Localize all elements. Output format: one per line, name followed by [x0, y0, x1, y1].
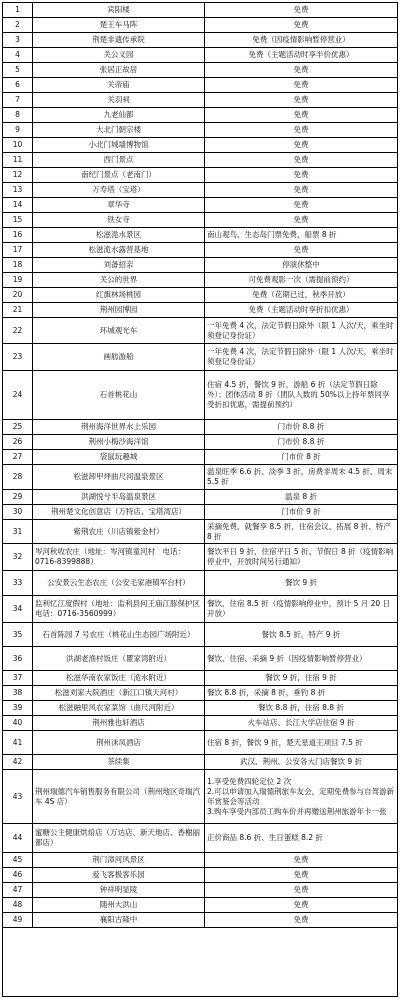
- offer-description: 免费: [293, 125, 309, 134]
- row-number: 38: [3, 686, 33, 700]
- table-row: [3, 153, 397, 168]
- venue-name: 荆州园博园: [33, 303, 205, 317]
- table-row: [3, 544, 397, 571]
- venue-name: 袋鼠玩趣城: [33, 450, 205, 464]
- offer-description: 温泉旺季 6.6 折、淡季 3 折，房费非周末 4.5 折、周末 5.5 折: [207, 467, 393, 486]
- row-number: 22: [3, 318, 33, 343]
- venue-name: 荆楚非遗传承院: [33, 33, 205, 47]
- row-number: 12: [3, 168, 33, 182]
- offer-description: 免费: [293, 95, 309, 104]
- venue-name: 爱飞客极客乐园: [33, 868, 205, 882]
- table-row: [3, 465, 397, 490]
- offer-description: 免费: [293, 870, 309, 879]
- row-number: 44: [3, 824, 33, 852]
- row-number: 11: [3, 153, 33, 167]
- table-row: [3, 853, 397, 868]
- offer-description: 餐饮 9 折: [284, 578, 318, 587]
- row-number: 8: [3, 108, 33, 122]
- table-row: [3, 3, 397, 18]
- table-row: [3, 213, 397, 228]
- venue-name: 荆州海洋世界水上乐园: [33, 420, 205, 434]
- venue-name: 松滋华南农家饭庄（洈水附近）: [33, 671, 205, 685]
- offer-description: 免费: [293, 155, 309, 164]
- table-row: [3, 868, 397, 883]
- table-row: [3, 228, 397, 243]
- table-row: [3, 435, 397, 450]
- table-row: [3, 48, 397, 63]
- table-row: [3, 258, 397, 273]
- row-number: 31: [3, 520, 33, 543]
- row-number: 39: [3, 701, 33, 715]
- row-number: 21: [3, 303, 33, 317]
- venue-name: 荆州雅也轩酒店: [33, 716, 205, 730]
- venue-name: 西门景点: [33, 153, 205, 167]
- table-row: [3, 623, 397, 647]
- row-number: 5: [3, 63, 33, 77]
- row-number: 13: [3, 183, 33, 197]
- row-number: 4: [3, 48, 33, 62]
- table-row: [3, 883, 397, 898]
- venue-name: 关公的世界: [33, 273, 205, 287]
- row-number: 25: [3, 420, 33, 434]
- venue-name: 荆州沫凤酒店: [33, 731, 205, 754]
- offer-description: 餐饮平日 9 折，住宿平日 5 折、节假日 8 折（疫情影响停业中，开放时间另行通知）: [207, 547, 394, 566]
- table-row: [3, 93, 397, 108]
- table-row: [3, 647, 397, 671]
- offer-description: 火车站店、长江大学店住宿 9 折: [247, 718, 355, 727]
- offer-description: 门市价 8.8 折: [277, 422, 325, 431]
- row-number: 10: [3, 138, 33, 152]
- venue-name: 蜜糖公主健康烘焙店（万达店、新天地店、香榭丽都店）: [33, 824, 205, 852]
- venue-name: 刘备招亲: [33, 258, 205, 272]
- offer-description: 餐饮 8.8 折，住宿 8.8 折: [258, 703, 344, 712]
- venue-name: 张居正故居: [33, 63, 205, 77]
- offer-description: 住宿 8 折，餐饮 9 折，楚天星道王项目 7.5 折: [207, 737, 363, 747]
- table-row: [3, 770, 397, 824]
- offer-description: 免费（花期已过，秋季开放）: [252, 290, 350, 299]
- row-number: 1: [3, 3, 33, 17]
- row-number: 20: [3, 288, 33, 302]
- row-number: 33: [3, 571, 33, 595]
- offer-description: 免费: [293, 80, 309, 89]
- offer-description: 温泉 8 折: [284, 492, 318, 501]
- venue-name: 楚王车马阵: [33, 18, 205, 32]
- row-number: 34: [3, 596, 33, 622]
- table-row: [3, 671, 397, 686]
- table-row: [3, 913, 397, 928]
- offer-description: 餐饮 9 折，住宿 9 折: [265, 673, 337, 682]
- venue-name: 岑河秋收农庄（地址：岑河镇童河村 电话：0716-8399888）: [33, 544, 205, 570]
- offer-description: 餐饮 8.5 折，特产 9 折: [261, 629, 341, 639]
- offer-description: 南山观鸟、生态岛门票免费，船票 8 折: [207, 230, 337, 239]
- venue-name: 荆门漳河风景区: [33, 853, 205, 867]
- table-row: [3, 18, 397, 33]
- table-row: [3, 303, 397, 318]
- row-number: 27: [3, 450, 33, 464]
- offer-description: 免费（主题活动时享折扣优惠）: [248, 305, 354, 314]
- venue-name: 松滋洈水露营基地: [33, 243, 205, 257]
- offer-description: 停演休整中: [282, 260, 320, 269]
- venue-name: 石首陈园 7 号农庄（桃花山生态园广场附近）: [33, 623, 205, 646]
- venue-name: 铁女寺: [33, 213, 205, 227]
- venue-name: 松滋融里风农家菜馆（曲尺河附近）: [33, 701, 205, 715]
- venue-name: 钟祥明显陵: [33, 883, 205, 897]
- offer-description: 免费: [293, 20, 309, 29]
- row-number: 45: [3, 853, 33, 867]
- table-row: [3, 318, 397, 344]
- table-row: [3, 686, 397, 701]
- venue-name: 小北门城墙博物馆: [33, 138, 205, 152]
- offer-description: 免费: [293, 915, 309, 924]
- offer-description: 免费: [293, 185, 309, 194]
- venue-name: 荆州小梅沙海洋馆: [33, 435, 205, 449]
- venue-name: 襄阳古隆中: [33, 913, 205, 927]
- row-number: 41: [3, 731, 33, 754]
- row-number: 6: [3, 78, 33, 92]
- row-number: 3: [3, 33, 33, 47]
- pass-benefits-table: [2, 2, 398, 997]
- offer-description: 餐饮、住宿、采摘 9 折（因疫情影响暂停营业）: [207, 653, 367, 663]
- table-row: [3, 138, 397, 153]
- table-row: [3, 198, 397, 213]
- offer-description: 免费: [293, 200, 309, 209]
- table-row: [3, 898, 397, 913]
- offer-description: 免费: [293, 245, 309, 254]
- venue-name: 石首桃花山: [33, 371, 205, 419]
- offer-description: 可免费观影一次（需提前预约）: [248, 275, 354, 284]
- offer-description: 1.享受免费四轮定位 2 次 2.可以申请加入瑞德荆旅车友会，定期免费参与自驾游新年赏鉴会等活动 3.购车享受内部员工购车价并再赠送荆州旅游年卡一张: [207, 776, 395, 816]
- row-number: 17: [3, 243, 33, 257]
- table-row: [3, 420, 397, 435]
- table-row: [3, 344, 397, 371]
- table-row: [3, 824, 397, 853]
- row-number: 16: [3, 228, 33, 242]
- table-row: [3, 596, 397, 623]
- offer-description: 武汉、荆州、公安各大门店餐饮 9 折: [239, 757, 363, 766]
- venue-name: 紫荆农庄（川店镇紫金村）: [33, 520, 205, 543]
- row-number: 24: [3, 371, 33, 419]
- offer-description: 免费: [293, 900, 309, 909]
- venue-name: 荆州楚文化创意店（万特店、宝塔湾店）: [33, 505, 205, 519]
- offer-description: 餐饮 8.8 折，采摘 8 折，垂钓 8 折: [207, 688, 326, 697]
- row-number: 49: [3, 913, 33, 927]
- venue-name: 松滋刘家大院酒庄（新江口镇天河村）: [33, 686, 205, 700]
- row-number: 29: [3, 490, 33, 504]
- row-number: 7: [3, 93, 33, 107]
- row-number: 9: [3, 123, 33, 137]
- offer-description: 免费: [293, 215, 309, 224]
- row-number: 36: [3, 647, 33, 670]
- offer-description: 门市价 8 折: [281, 452, 321, 461]
- offer-description: 免费: [293, 65, 309, 74]
- table-row: [3, 571, 397, 596]
- row-number: 42: [3, 755, 33, 769]
- offer-description: 一年免费 4 次，法定节假日除外（限 1 人次/天，乘坐时须登记身份证）: [207, 347, 394, 366]
- row-number: 23: [3, 344, 33, 370]
- offer-description: 免费（因疫情影响暂停营业）: [252, 35, 350, 44]
- row-number: 28: [3, 465, 33, 489]
- row-number: 18: [3, 258, 33, 272]
- venue-name: 洪湖老渔村饭庄（瞿家湾附近）: [33, 647, 205, 670]
- offer-description: 免费: [293, 110, 309, 119]
- venue-name: 环城观光车: [33, 318, 205, 343]
- offer-description: 采摘免费、就餐享 8.5 折，住宿会议、拓展 8 折、特产 8 折: [207, 521, 391, 541]
- row-number: 26: [3, 435, 33, 449]
- table-row: [3, 520, 397, 544]
- row-number: 35: [3, 623, 33, 646]
- offer-description: 免费: [293, 5, 309, 14]
- venue-name: 章华寺: [33, 198, 205, 212]
- table-row: [3, 108, 397, 123]
- venue-name: 画舫游船: [33, 344, 205, 370]
- offer-description: 免费: [293, 855, 309, 864]
- table-row: [3, 716, 397, 731]
- offer-description: 免费（主题活动时享半价优惠）: [248, 50, 354, 59]
- table-row: [3, 371, 397, 420]
- table-row: [3, 123, 397, 138]
- row-number: 43: [3, 770, 33, 823]
- offer-description: 免费: [293, 140, 309, 149]
- venue-name: 监利忆江度假村（地址：监利县何王庙江豚保护区 电话：0716-3560999）: [33, 596, 205, 622]
- offer-description: 门市价 9 折: [281, 507, 321, 516]
- row-number: 40: [3, 716, 33, 730]
- venue-name: 万寿塔（宝塔）: [33, 183, 205, 197]
- table-row: [3, 450, 397, 465]
- offer-description: 一年免费 4 次，法定节假日除外（限 1 人次/天，乘坐时须登记身份证）: [207, 320, 394, 340]
- venue-name: 九老仙都: [33, 108, 205, 122]
- row-number: 37: [3, 671, 33, 685]
- venue-name: 洪湖悦兮半岛温泉景区: [33, 490, 205, 504]
- venue-name: 公安景云生态农庄（公安毛家港镇军台村）: [33, 571, 205, 595]
- table-row: [3, 183, 397, 198]
- table-row: [3, 63, 397, 78]
- venue-name: 松滋卸甲坪曲尺河温泉景区: [33, 465, 205, 489]
- venue-name: 大北门朝宗楼: [33, 123, 205, 137]
- venue-name: 松滋洈水景区: [33, 228, 205, 242]
- table-row: [3, 505, 397, 520]
- row-number: 15: [3, 213, 33, 227]
- venue-name: 荆州瑞德汽车销售服务有限公司（荆州地区奇瑞汽车 4S 店）: [33, 770, 205, 823]
- table-row: [3, 243, 397, 258]
- table-row: [3, 273, 397, 288]
- row-number: 47: [3, 883, 33, 897]
- row-number: 19: [3, 273, 33, 287]
- offer-description: 住宿 4.5 折，餐饮 9 折，游船 6 折（法定节假日除外）；团体活动 8 折（团队人数的 50%以上持年票同享受折扣优惠，需提前预约）: [207, 380, 390, 409]
- venue-name: 随州大洪山: [33, 898, 205, 912]
- venue-name: 关帝庙: [33, 78, 205, 92]
- table-row: [3, 78, 397, 93]
- venue-name: 关公义园: [33, 48, 205, 62]
- offer-description: 免费: [293, 885, 309, 894]
- row-number: 14: [3, 198, 33, 212]
- venue-name: 宾阳楼: [33, 3, 205, 17]
- table-row: [3, 731, 397, 755]
- table-row: [3, 33, 397, 48]
- venue-name: 南纪门景点（老南门）: [33, 168, 205, 182]
- row-number: 46: [3, 868, 33, 882]
- venue-name: 茶续集: [33, 755, 205, 769]
- offer-description: 餐饮、住宿 8.5 折（疫情影响停业中，预计 5 月 20 日开放）: [207, 599, 391, 618]
- row-number: 48: [3, 898, 33, 912]
- venue-name: 红旗林场桃园: [33, 288, 205, 302]
- table-row: [3, 755, 397, 770]
- offer-description: 免费: [293, 170, 309, 179]
- offer-description: 正价商品 8.6 折、生日蛋糕 8.2 折: [207, 833, 323, 842]
- venue-name: 关羽祠: [33, 93, 205, 107]
- row-number: 2: [3, 18, 33, 32]
- row-number: 30: [3, 505, 33, 519]
- table-row: [3, 288, 397, 303]
- table-row: [3, 701, 397, 716]
- table-row: [3, 168, 397, 183]
- table-row: [3, 490, 397, 505]
- offer-description: 门市价 8.8 折: [277, 437, 325, 446]
- row-number: 32: [3, 544, 33, 570]
